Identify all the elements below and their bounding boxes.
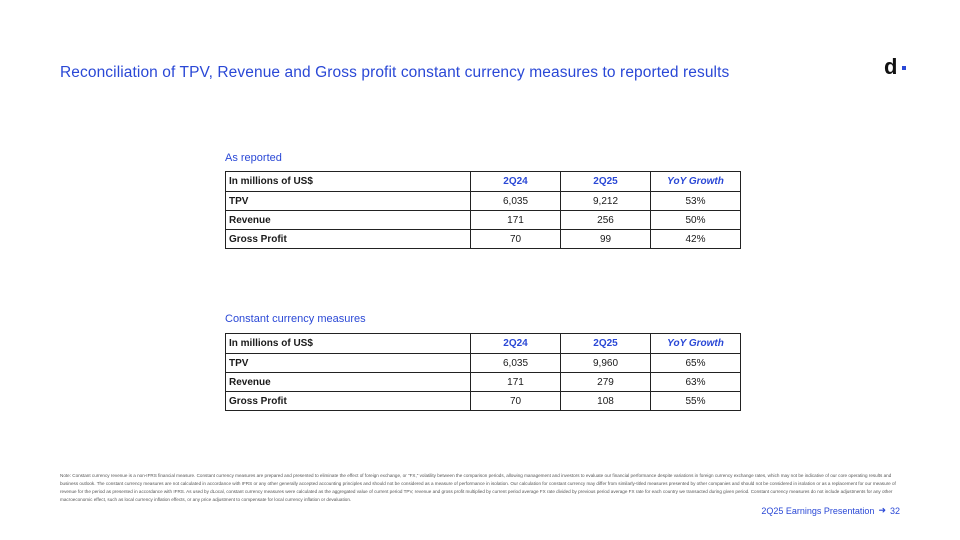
table-cell: 256 xyxy=(561,211,651,230)
row-label: Revenue xyxy=(226,211,471,230)
logo-letter: d xyxy=(884,54,898,79)
table-row xyxy=(226,211,741,230)
table-cell: 42% xyxy=(651,230,741,249)
table-row xyxy=(226,230,741,249)
page-number: 32 xyxy=(889,505,900,516)
presentation-name: 2Q25 Earnings Presentation xyxy=(761,505,875,516)
table-cell: 63% xyxy=(651,373,741,392)
table-header-row xyxy=(226,334,741,354)
table-cell: 6,035 xyxy=(471,354,561,373)
table-row xyxy=(226,354,741,373)
header-cell: 2Q25 xyxy=(561,172,651,192)
row-label: Revenue xyxy=(226,373,471,392)
table-cell: 9,960 xyxy=(561,354,651,373)
table-header-row xyxy=(226,172,741,192)
row-label: TPV xyxy=(226,192,471,211)
header-cell: YoY Growth xyxy=(651,334,741,354)
table-cell: 99 xyxy=(561,230,651,249)
table-cell: 108 xyxy=(561,392,651,411)
arrow-right-icon: ➜ xyxy=(878,505,886,515)
table-cell: 50% xyxy=(651,211,741,230)
header-cell: YoY Growth xyxy=(651,172,741,192)
row-label: Gross Profit xyxy=(226,392,471,411)
header-cell: In millions of US$ xyxy=(226,334,471,354)
table-row xyxy=(226,392,741,411)
table-cell: 6,035 xyxy=(471,192,561,211)
table-row xyxy=(226,373,741,392)
row-label: Gross Profit xyxy=(226,230,471,249)
table-cell: 55% xyxy=(651,392,741,411)
header-cell: 2Q24 xyxy=(471,334,561,354)
as-reported-table xyxy=(225,171,741,249)
table-cell: 171 xyxy=(471,373,561,392)
header-cell: 2Q25 xyxy=(561,334,651,354)
header-cell: 2Q24 xyxy=(471,172,561,192)
table-row xyxy=(226,192,741,211)
footer xyxy=(761,505,900,516)
company-logo xyxy=(884,56,906,78)
constant-currency-label: Constant currency measures xyxy=(225,313,366,325)
logo-dot-icon xyxy=(902,66,906,70)
table-cell: 9,212 xyxy=(561,192,651,211)
table-cell: 70 xyxy=(471,230,561,249)
as-reported-label: As reported xyxy=(225,152,282,164)
footnote: Note: Constant currency revenue is a non-IFRS financial measure. Constant currency measures are prepared and presented to eliminate the effect of foreign exchange, or "FX," volatility between the comparison periods, allowing management and investors to evaluate our financial performance despite variations in foreign currency exchange rates, which may not be indicative of our core operating results and business outlook. The constant currency measures are not calculated in accordance with IFRS or any other generally accepted accounting principles and should not be considered as a measure of performance in isolation. Our calculation for constant currency may differ from similarly-titled measures presented by other companies and should not be considered in isolation or as a replacement for our measure of revenue for the period as presented in accordance with IFRS. As used by dLocal, constant currency measures were calculated as the aggregated value of current period TPV, revenue and gross profit multiplied by current period average FX rate divided by previous period average FX rate for each country we transacted during given period. Constant currency measures do not include adjustments for any other macroeconomic effect, such as local currency inflation effects, or any price adjustment to compensate for local currency inflation or devaluation. xyxy=(60,473,896,502)
table-cell: 279 xyxy=(561,373,651,392)
table-cell: 53% xyxy=(651,192,741,211)
constant-currency-table xyxy=(225,333,741,411)
table-cell: 171 xyxy=(471,211,561,230)
page-title: Reconciliation of TPV, Revenue and Gross profit constant currency measures to reported results xyxy=(60,64,730,81)
table-cell: 70 xyxy=(471,392,561,411)
table-cell: 65% xyxy=(651,354,741,373)
row-label: TPV xyxy=(226,354,471,373)
header-cell: In millions of US$ xyxy=(226,172,471,192)
